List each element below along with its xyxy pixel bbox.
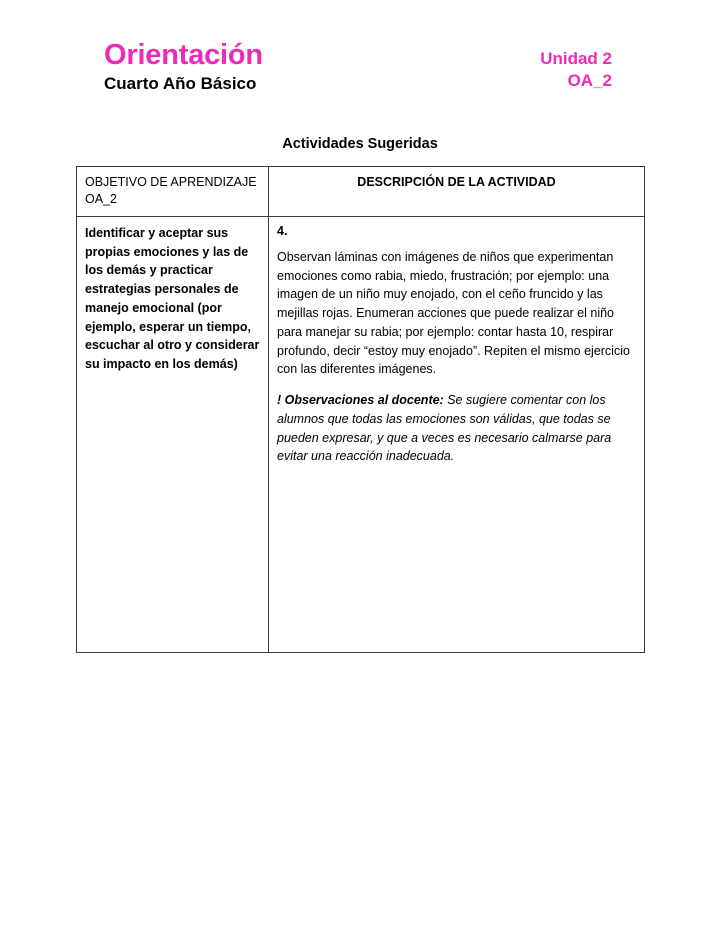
- grade-title: Cuarto Año Básico: [104, 74, 257, 94]
- document-header: [0, 0, 720, 94]
- activities-table-wrapper: [76, 166, 644, 653]
- activity-number: 4.: [277, 223, 288, 238]
- activity-cell: [269, 216, 645, 652]
- objective-cell: Identificar y aceptar sus propias emociones y las de los demás y practicar estrategias personales de manejo emocional (por ejemplo, esperar un tiempo, escuchar al otro y considerar su impacto en los demás): [77, 216, 269, 652]
- activity-description: Observan láminas con imágenes de niños que experimentan emociones como rabia, miedo, frustración; por ejemplo: una imagen de un niño muy enojado, con el ceño fruncido y las mejillas rojas. Enumeran acciones que puede realizar el niño para manejar su rabia; por ejemplo: contar hasta 10, respirar profundo, decir “estoy muy enojado”. Repiten el mismo ejercicio con las diferentes imágenes.: [277, 249, 630, 377]
- observation-lead: ! Observaciones al docente:: [277, 393, 444, 408]
- unit-label: Unidad 2: [540, 49, 612, 68]
- oa-label: OA_2: [567, 71, 612, 91]
- column-header-description: DESCRIPCIÓN DE LA ACTIVIDAD: [269, 167, 645, 217]
- header-left-group: [104, 40, 263, 94]
- section-title: Actividades Sugeridas: [282, 136, 438, 153]
- teacher-observation: [277, 391, 636, 466]
- observation-text: Se sugiere comentar con los alumnos que todas las emociones son válidas, que todas se pueden expresar, y que a veces es necesario calmarse para evitar una reacción inadecuada.: [277, 393, 612, 464]
- table-row: [77, 216, 645, 652]
- column-header-objective: OBJETIVO DE APRENDIZAJE OA_2: [77, 167, 269, 217]
- activities-table: [76, 166, 645, 653]
- table-header-row: [77, 167, 645, 217]
- header-right-group: [540, 40, 612, 92]
- subject-title: Orientación: [104, 39, 263, 71]
